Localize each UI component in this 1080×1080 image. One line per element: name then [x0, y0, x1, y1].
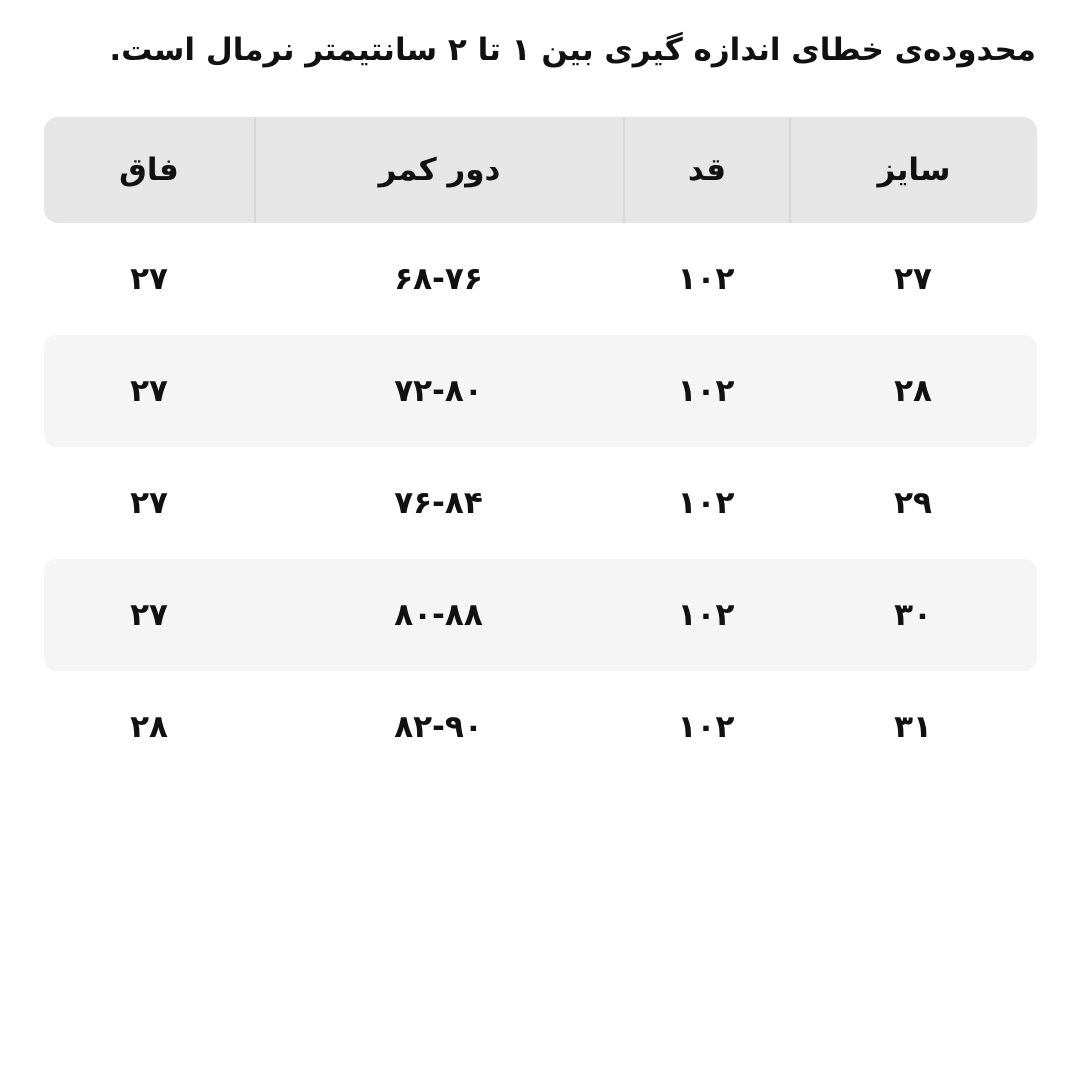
cell-waist: ۶۸-۷۶	[394, 261, 483, 297]
cell-waist: ۷۶-۸۴	[394, 485, 483, 521]
size-table	[44, 117, 1037, 783]
cell-size: ۲۹	[894, 485, 932, 521]
header-rise: فاق	[119, 152, 179, 188]
header-length: قد	[623, 117, 789, 223]
cell-length: ۱۰۲	[677, 373, 735, 409]
cell-waist: ۸۰-۸۸	[394, 597, 483, 633]
cell-rise: ۲۷	[130, 485, 168, 521]
cell-waist: ۷۲-۸۰	[394, 373, 483, 409]
cell-size: ۲۷	[894, 261, 932, 297]
table-row	[44, 559, 1037, 671]
table-row	[44, 671, 1037, 783]
cell-rise: ۲۷	[130, 261, 168, 297]
cell-size: ۲۸	[894, 373, 932, 409]
header-waist: دور کمر	[254, 117, 623, 223]
cell-length: ۱۰۲	[677, 709, 735, 745]
table-row	[44, 447, 1037, 559]
cell-size: ۳۰	[894, 597, 932, 633]
table-header	[44, 117, 1037, 223]
cell-rise: ۲۷	[130, 373, 168, 409]
cell-size: ۳۱	[894, 709, 932, 745]
header-size: سایز	[789, 117, 1037, 223]
table-row	[44, 223, 1037, 335]
cell-waist: ۸۲-۹۰	[394, 709, 483, 745]
cell-rise: ۲۸	[130, 709, 168, 745]
cell-rise: ۲۷	[130, 597, 168, 633]
measurement-tolerance-note: محدوده‌ی خطای اندازه گیری بین ۱ تا ۲ سانتیمتر نرمال است.	[109, 32, 1036, 68]
cell-length: ۱۰۲	[677, 597, 735, 633]
cell-length: ۱۰۲	[677, 261, 735, 297]
cell-length: ۱۰۲	[677, 485, 735, 521]
table-row	[44, 335, 1037, 447]
